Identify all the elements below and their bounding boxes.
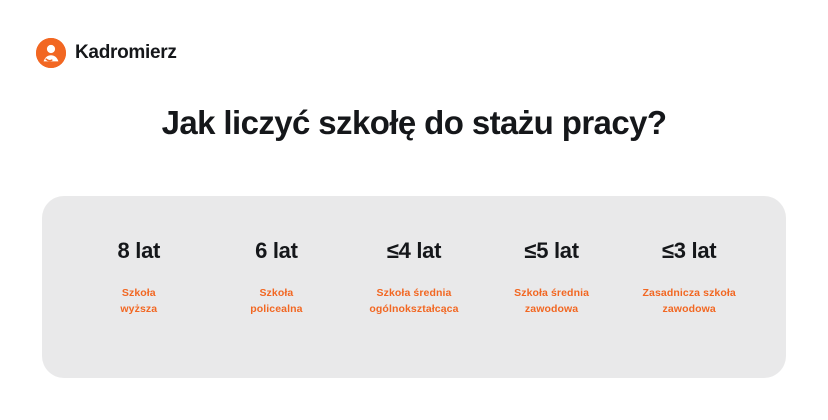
school-label-line: policealna (250, 303, 303, 316)
education-item (620, 240, 758, 318)
brand-name: Kadromierz (75, 42, 177, 63)
years-value: ≤5 lat (524, 238, 579, 263)
school-label-line: ogólnokształcąca (369, 303, 459, 316)
school-label (349, 285, 479, 318)
school-label-line: Szkoła (259, 287, 294, 299)
brand-logo[interactable] (36, 38, 177, 68)
school-label-line: Szkoła (121, 287, 156, 299)
school-label-line: wyższa (120, 303, 158, 316)
years-value: 6 lat (255, 238, 298, 263)
school-label (74, 285, 204, 318)
school-label-line: zawodowa (524, 303, 579, 316)
years-value: ≤3 lat (662, 238, 717, 263)
school-label (487, 285, 617, 318)
education-item (70, 240, 208, 318)
school-label (212, 285, 342, 318)
school-label-line: Szkoła średnia (376, 287, 452, 299)
education-item (345, 240, 483, 318)
school-label-line: zawodowa (662, 303, 716, 316)
education-item (208, 240, 346, 318)
page-title: Jak liczyć szkołę do stażu pracy? (161, 104, 667, 141)
education-duration-card (42, 196, 786, 378)
school-label-line: Zasadnicza szkoła (642, 287, 736, 299)
person-avatar-circle-icon (36, 38, 66, 68)
years-value: ≤4 lat (386, 238, 442, 263)
years-value: 8 lat (117, 238, 161, 263)
school-label-line: Szkoła średnia (514, 287, 590, 299)
school-label (624, 285, 754, 318)
education-item (483, 240, 621, 318)
